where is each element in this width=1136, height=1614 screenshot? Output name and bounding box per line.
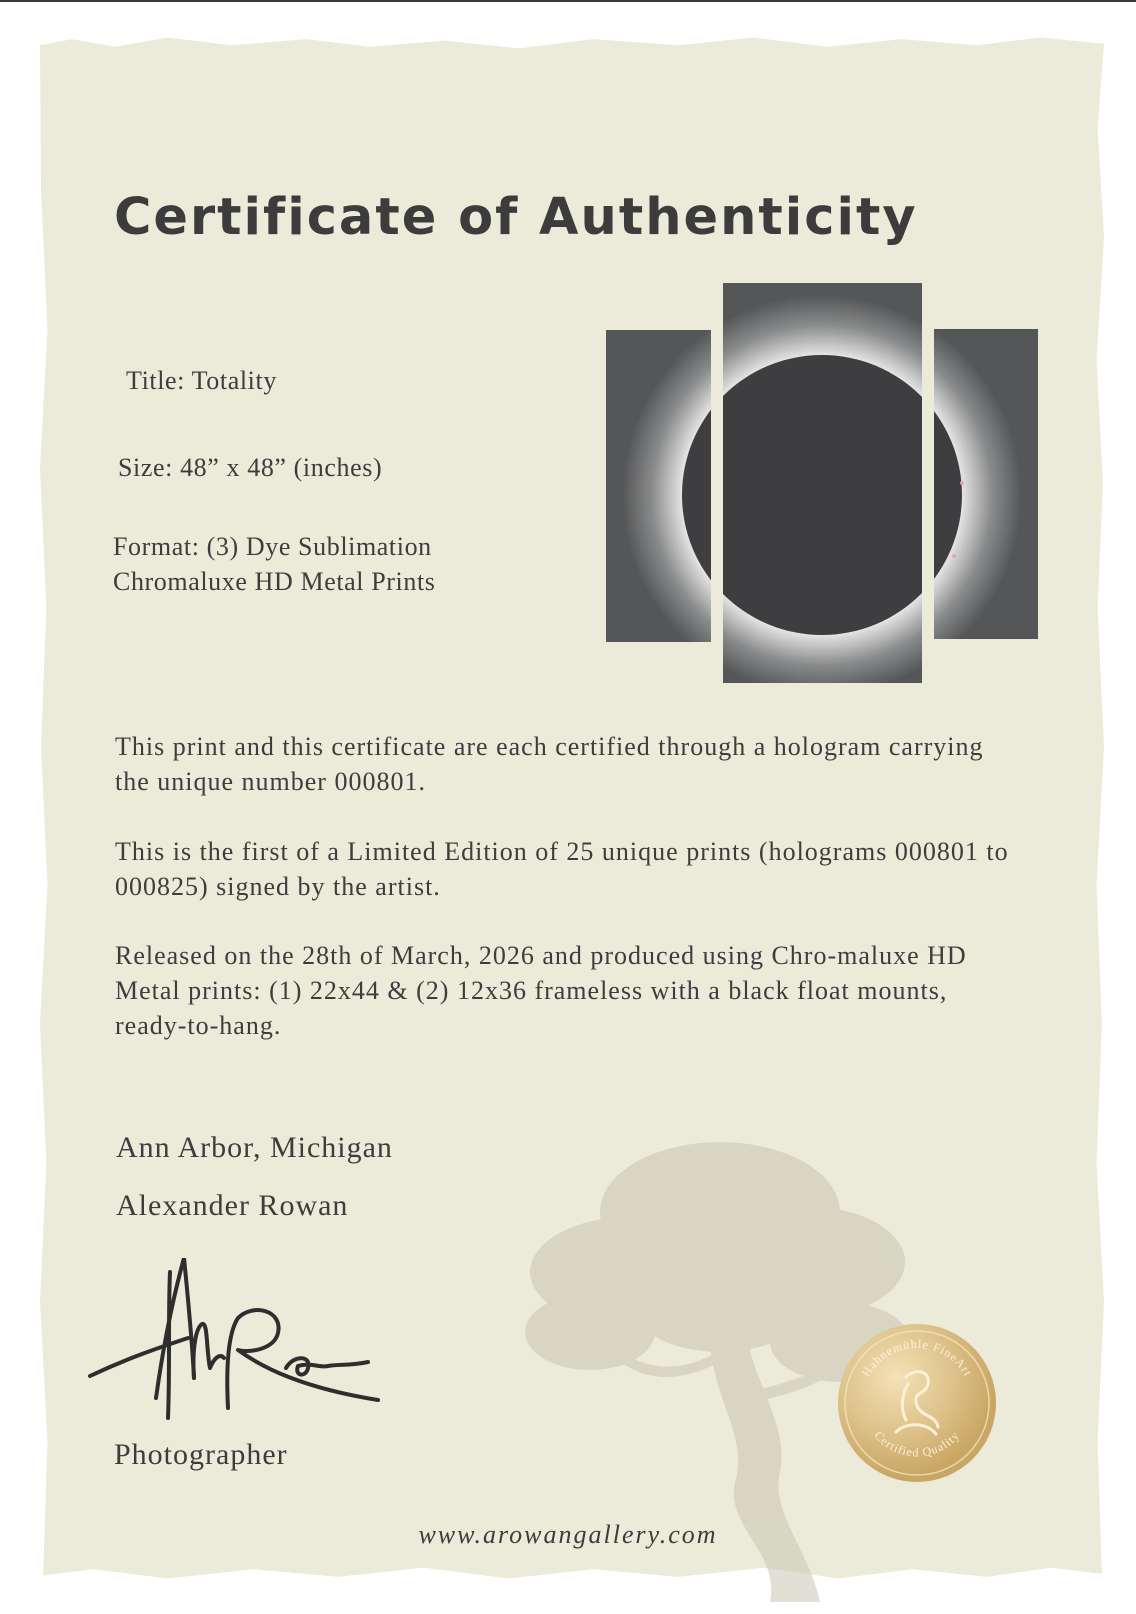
triptych-left-panel xyxy=(606,330,711,642)
seal-top-text: Hahnemühle FineArt xyxy=(858,1336,976,1380)
triptych-center-panel xyxy=(723,283,922,683)
role-label: Photographer xyxy=(114,1438,288,1471)
artist-name: Alexander Rowan xyxy=(116,1189,349,1222)
triptych-right-panel xyxy=(934,329,1038,639)
certified-quality-seal-icon xyxy=(836,1322,998,1484)
website-url: www.arowangallery.com xyxy=(418,1520,718,1549)
seal-bottom-text: Certified Quality xyxy=(871,1428,963,1460)
edition-paragraph: This is the first of a Limited Edition of 25 unique prints (holograms 000801 to 000825) signed by the artist. xyxy=(115,837,1009,901)
location: Ann Arbor, Michigan xyxy=(116,1131,393,1164)
artist-signature xyxy=(88,1258,398,1448)
title-field: Title: Totality xyxy=(126,366,277,395)
page-title: Certificate of Authenticity xyxy=(114,188,918,247)
hologram-paragraph: This print and this certificate are each certified through a hologram carrying the unique number 000801. xyxy=(115,732,984,796)
format-field-line-2: Chromaluxe HD Metal Prints xyxy=(113,567,436,596)
format-field-line-1: Format: (3) Dye Sublimation xyxy=(113,532,432,561)
size-field: Size: 48” x 48” (inches) xyxy=(118,453,383,482)
release-paragraph: Released on the 28th of March, 2026 and produced using Chro-maluxe HD Metal prints: (1) 22x44 & (2) 12x36 frameless with a black float mounts, ready-to-hang. xyxy=(115,941,967,1040)
